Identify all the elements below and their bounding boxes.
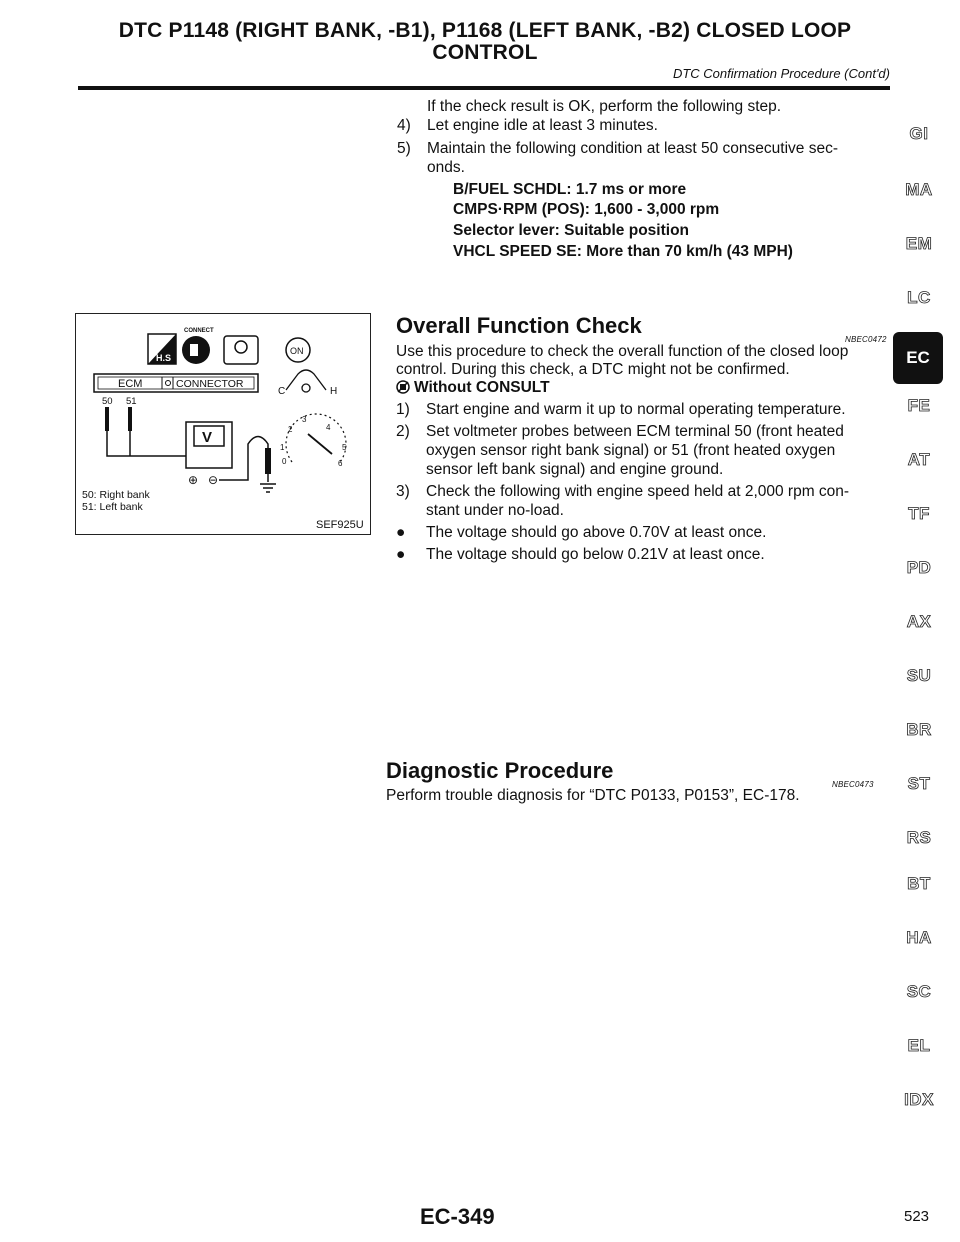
- no-consult-icon: [396, 380, 410, 394]
- overall-step-3: [396, 482, 849, 501]
- section-subtitle: DTC Confirmation Procedure (Cont'd): [672, 66, 890, 81]
- side-tab-ha[interactable]: HA: [906, 928, 932, 947]
- overall-step-2-line-2: oxygen sensor right bank signal) or 51 (front heated oxygen: [426, 442, 836, 459]
- dial-number-3: 3: [302, 415, 307, 424]
- side-tab-at[interactable]: AT: [907, 450, 931, 469]
- step-5: [397, 139, 838, 158]
- diagnostic-procedure-text: Perform trouble diagnosis for “DTC P0133, P0153”, EC-178.: [386, 787, 800, 804]
- side-tab-el[interactable]: EL: [907, 1036, 931, 1055]
- title-line-2: CONTROL: [432, 41, 538, 64]
- plug-prong-icon: [190, 344, 198, 356]
- dial-number-0: 0: [282, 457, 287, 466]
- side-tab-sc[interactable]: SC: [906, 982, 932, 1001]
- without-consult: [396, 378, 550, 397]
- bullet-text-2: The voltage should go below 0.21V at least once.: [426, 546, 765, 563]
- key-head-icon: [235, 341, 247, 353]
- ground-wire: [219, 437, 268, 483]
- dial-number-2: 2: [288, 425, 293, 434]
- figure-code: SEF925U: [316, 519, 364, 531]
- side-tab-st[interactable]: ST: [907, 774, 931, 793]
- title-line-1: DTC P1148 (RIGHT BANK, -B1), P1168 (LEFT BANK, -B2) CLOSED LOOP: [118, 19, 852, 42]
- bullet-icon: ●: [396, 524, 406, 541]
- bullet-icon: ●: [396, 546, 406, 563]
- bullet-text-1: The voltage should go above 0.70V at least once.: [426, 524, 767, 541]
- probe-wire-50: [107, 431, 186, 456]
- voltmeter-label: V: [202, 429, 213, 446]
- overall-step-1-text: Start engine and warm it up to normal operating temperature.: [426, 401, 846, 418]
- legend-terminal-50: 50: Right bank: [82, 489, 150, 501]
- step-5-number: 5): [397, 140, 411, 157]
- side-tab-ec-active[interactable]: EC: [893, 332, 943, 384]
- diagnostic-procedure-code: NBEC0473: [832, 780, 874, 789]
- temp-gauge-icon: [286, 370, 326, 390]
- hs-label: H.S: [156, 353, 172, 363]
- wiring-figure: [75, 313, 371, 535]
- condition-1: B/FUEL SCHDL: 1.7 ms or more: [453, 181, 687, 198]
- terminal-50-label: 50: [102, 396, 113, 407]
- side-tab-br[interactable]: BR: [906, 720, 932, 739]
- side-tab-ma[interactable]: MA: [905, 180, 933, 199]
- condition-4: VHCL SPEED SE: More than 70 km/h (43 MPH): [453, 243, 793, 260]
- overall-step-2-line-3: sensor left bank signal) and engine ground.: [426, 461, 724, 478]
- sheet-number: 523: [904, 1208, 930, 1225]
- dial-number-4: 4: [326, 423, 331, 432]
- temp-gauge-bulb-icon: [302, 384, 310, 392]
- ecm-label: ECM: [118, 378, 143, 390]
- ground-probe: [265, 448, 271, 474]
- overall-step-2: [396, 422, 844, 441]
- overall-intro-line-2: control. During this check, a DTC might not be confirmed.: [396, 361, 790, 378]
- overall-step-2-line-1: Set voltmeter probes between ECM terminal 50 (front heated: [426, 423, 844, 440]
- overall-intro-line-1: Use this procedure to check the overall function of the closed loop: [396, 343, 849, 360]
- connector-pin-icon: [166, 381, 171, 386]
- bullet-item-2: [396, 545, 765, 564]
- overall-step-3-number: 3): [396, 483, 410, 500]
- without-consult-label: Without CONSULT: [414, 379, 550, 396]
- gauge-h-label: H: [330, 386, 338, 397]
- side-tab-gi[interactable]: GI: [909, 124, 929, 143]
- gauge-c-label: C: [278, 386, 286, 397]
- overall-step-1: [396, 400, 846, 419]
- overall-step-3-line-1: Check the following with engine speed held at 2,000 rpm con-: [426, 483, 850, 500]
- step-4-text: Let engine idle at least 3 minutes.: [427, 117, 658, 134]
- plus-terminal-icon: ⊕: [188, 473, 199, 487]
- side-tab-lc[interactable]: LC: [907, 288, 931, 307]
- probe-50: [105, 407, 109, 431]
- overall-step-3-line-2: stant under no-load.: [426, 502, 564, 519]
- overall-function-check-code: NBEC0472: [845, 335, 887, 344]
- probe-51: [128, 407, 132, 431]
- side-tab-ax[interactable]: AX: [906, 612, 932, 631]
- side-tab-idx[interactable]: IDX: [904, 1090, 934, 1109]
- header-rule: [78, 86, 890, 90]
- step-4-number: 4): [397, 117, 411, 134]
- dial-number-5: 5: [342, 443, 347, 452]
- side-tab-rs[interactable]: RS: [906, 828, 932, 847]
- dial-number-1: 1: [280, 443, 285, 452]
- step-5-text-line-1: Maintain the following condition at least 50 consecutive sec-: [427, 140, 838, 157]
- step-5-text-line-2: onds.: [427, 159, 465, 176]
- side-tab-em[interactable]: EM: [905, 234, 933, 253]
- step-4: [397, 116, 658, 135]
- dial-number-6: 6: [338, 459, 343, 468]
- diagnostic-procedure-title: Diagnostic Procedure: [386, 758, 614, 783]
- on-label: ON: [290, 346, 304, 356]
- connect-label: CONNECT: [184, 328, 214, 334]
- overall-step-2-number: 2): [396, 423, 410, 440]
- tachometer-needle-icon: [308, 434, 332, 454]
- overall-function-check-title: Overall Function Check: [396, 313, 642, 338]
- page-number: EC-349: [420, 1204, 495, 1229]
- condition-2: CMPS·RPM (POS): 1,600 - 3,000 rpm: [453, 201, 720, 218]
- terminal-51-label: 51: [126, 396, 137, 407]
- legend-terminal-51: 51: Left bank: [82, 501, 143, 513]
- condition-3: Selector lever: Suitable position: [453, 222, 690, 239]
- connector-label: CONNECTOR: [176, 378, 244, 390]
- tachometer-dial-icon: [286, 414, 346, 462]
- side-tab-tf[interactable]: TF: [908, 504, 930, 523]
- side-tab-pd[interactable]: PD: [906, 558, 932, 577]
- wiring-diagram: [76, 314, 370, 534]
- side-tab-fe[interactable]: FE: [907, 396, 931, 415]
- ignition-key-icon: [224, 336, 258, 364]
- minus-terminal-icon: ⊖: [208, 473, 219, 487]
- intro-text: If the check result is OK, perform the following step.: [427, 98, 782, 115]
- side-tab-su[interactable]: SU: [906, 666, 932, 685]
- overall-step-1-number: 1): [396, 401, 410, 418]
- bullet-item-1: [396, 523, 766, 542]
- side-tab-bt[interactable]: BT: [907, 874, 931, 893]
- page-title: [90, 20, 880, 64]
